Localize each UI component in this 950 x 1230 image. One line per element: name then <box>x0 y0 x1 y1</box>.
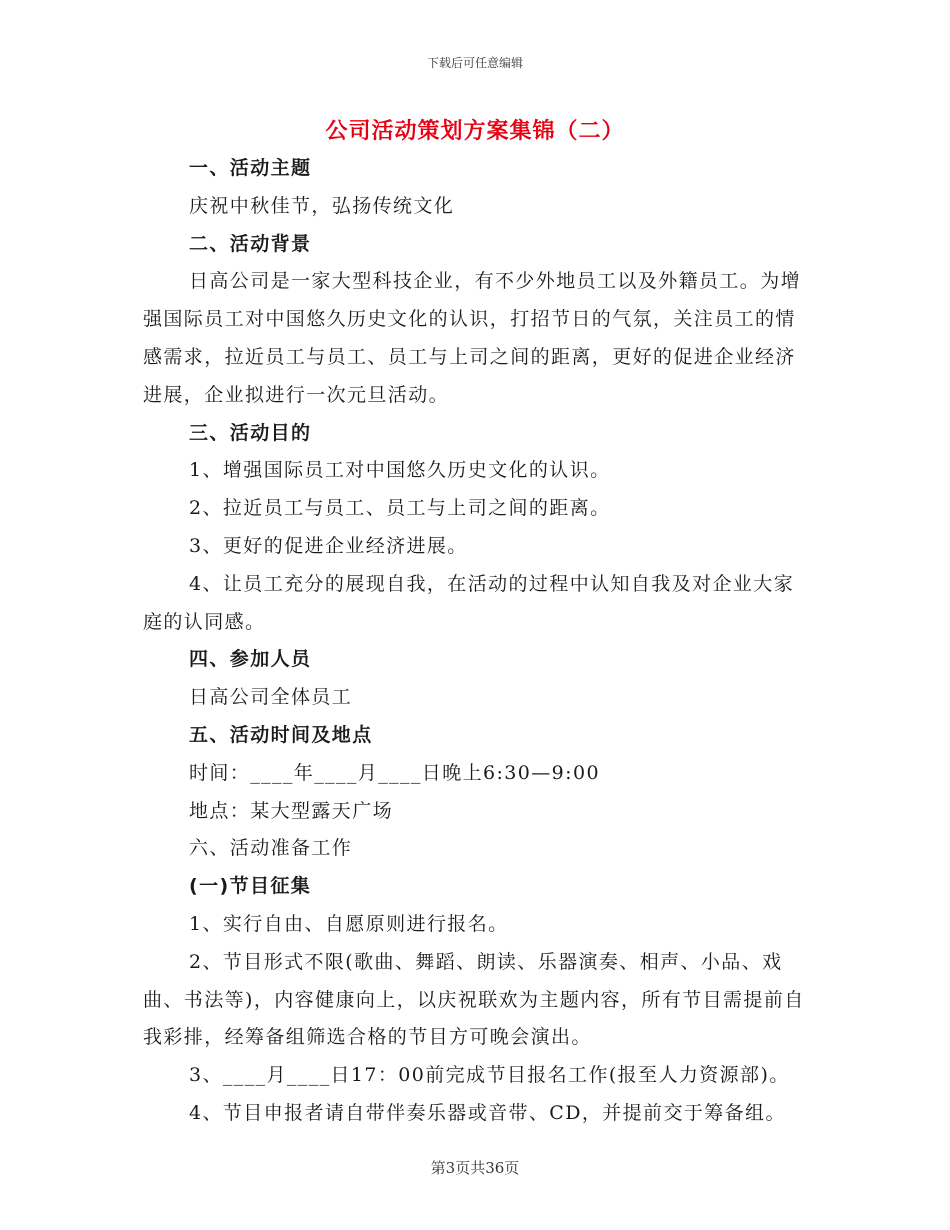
list-item-purpose-3: 3、更好的促进企业经济进展。 <box>189 534 468 557</box>
heading-time-place: 五、活动时间及地点 <box>189 723 373 746</box>
list-item-program-4: 4、节目申报者请自带伴奏乐器或音带、CD，并提前交于筹备组。 <box>189 1101 786 1124</box>
paragraph-participants: 日高公司全体员工 <box>189 686 353 709</box>
heading-participants: 四、参加人员 <box>189 648 312 671</box>
subheading-program-collection: (一)节目征集 <box>189 875 312 898</box>
heading-purpose: 三、活动目的 <box>189 421 312 444</box>
page-header: 下载后可任意编辑 <box>426 56 523 70</box>
paragraph-place: 地点：某大型露天广场 <box>189 799 394 822</box>
paragraph-background: 日高公司是一家大型科技企业，有不少外地员工以及外籍员工。为增强国际员工对中国悠久历史文化的认识，打招节日的气氛，关注员工的情感需求，拉近员工与员工、员工与上司之间的距离，更好的促进企业经济进展，企业拟进行一次元旦活动。 <box>143 270 802 406</box>
list-item-purpose-4: 4、让员工充分的展现自我，在活动的过程中认知自我及对企业大家庭的认同感。 <box>143 572 795 633</box>
heading-preparation: 六、活动准备工作 <box>189 837 353 860</box>
list-item-program-1: 1、实行自由、自愿原则进行报名。 <box>189 912 509 935</box>
list-item-purpose-2: 2、拉近员工与员工、员工与上司之间的距离。 <box>189 497 611 520</box>
heading-theme: 一、活动主题 <box>189 157 312 179</box>
list-item-program-3: 3、____月____日17：00前完成节目报名工作(报至人力资源部)。 <box>189 1064 790 1087</box>
list-item-purpose-1: 1、增强国际员工对中国悠久历史文化的认识。 <box>189 459 611 482</box>
document-body <box>143 150 808 1133</box>
page-footer: 第3页共36页 <box>430 1159 520 1177</box>
paragraph-time: 时间：____年____月____日晚上6:30—9:00 <box>189 761 600 784</box>
document-title: 公司活动策划方案集锦（二） <box>325 119 625 144</box>
paragraph-theme: 庆祝中秋佳节，弘扬传统文化 <box>189 194 455 217</box>
list-item-program-2: 2、节目形式不限(歌曲、舞蹈、朗读、乐器演奏、相声、小品、戏曲、书法等)，内容健康向上，以庆祝联欢为主题内容，所有节目需提前自我彩排，经筹备组筛选合格的节目方可晚会演出。 <box>143 950 805 1049</box>
heading-background: 二、活动背景 <box>189 232 312 255</box>
